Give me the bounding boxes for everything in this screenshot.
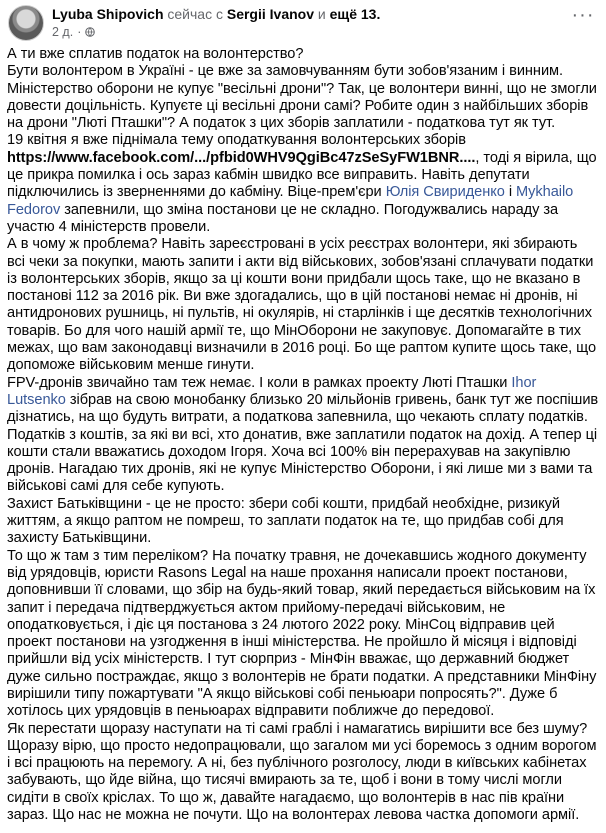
post-meta: 2 д. · [52, 25, 95, 39]
post-paragraph: А ти вже сплатив податок на волонтерство? [7, 46, 304, 62]
post-paragraph [7, 132, 599, 236]
tagged-person[interactable]: Sergii Ivanov [226, 6, 315, 22]
text: запевнили, що зміна постанови це не складно. Погодужвались нараду за участю 4 міністерств провели. [7, 201, 559, 235]
text: зібрав на свою монобанку близько 20 мільйонів гривень, банк тут же поспішив дізнатись, на що будуть витрати, а податкова запевнила, що чекають сплату податків. Податків з коштів, за які ви всі, хто донатив, вже заплатили податок на дохід. А тепер ці кошти стали вважатись доходом Ігоря. Хоча всі 100% він перерахував на закупівлю дронів. Нагадаю тих дронів, які не купує Міністерство Оборони, і які лише ми з вами та військові самі для себе купують. [7, 391, 599, 495]
more-options-icon[interactable]: ··· [571, 4, 595, 26]
post-paragraph: То що ж там з тим переліком? На початку травня, не дочекавшись жодного документу від урядовців, юристи Rasons Legal на наше прохання написали проект постанови, доповнивши її словами, що збір на будь-який товар, який передається військовим на їх запит і передача підтверджується актом прийому-передачі військовим, не оподатковується, і діє ця постанова з 24 лютого 2022 року. МінСоц відправив цей проект постанови на узгодження в інші міністерства. Не пройшло й місяця і відповіді прийшли від усіх міністерств. І тут сюрприз - МінФін вважає, що державний бюджет дуже сильно постраждає, якщо з волонтерів не брати податки. А представники МінФіну вирішили типу пожартувати "А якщо військові собі пеньюари попросять?". Дуже б хотілось цих урядовців в пеньюарах відправити поближче до передової. [7, 547, 597, 720]
mention-mykhailo-fedorov[interactable]: Mykhailo Fedorov [7, 184, 574, 218]
facebook-link[interactable]: https://www.facebook.com/.../pfbid0WHV9QgiBc47zSeSyFW1BNR.... [7, 149, 476, 166]
avatar[interactable] [8, 5, 44, 41]
text: 19 квітня я вже піднімала тему оподаткування волонтерських зборів [7, 132, 466, 149]
and-text: и [317, 6, 326, 22]
with-text: сейчас с [167, 6, 223, 22]
mention-yulia-svyrydenko[interactable]: Юлія Свириденко [385, 184, 505, 201]
post-paragraph: Бути волонтером в Україні - це вже за замовчуванням бути зобов'язаним і винним. Міністерство оборони не купує "весільні дрони"? Так, це волонтери винні, що не змогли довести доцільність. Купуєте ці весільні дрони самі? Робите один з найбільших зборів на дрони "Люті Пташки"? А податок з цих зборів заплатили - податкова тут як тут. [7, 63, 597, 132]
author-name[interactable]: Lyuba Shipovich [52, 6, 164, 22]
globe-icon [85, 27, 95, 37]
post-paragraph: Як перестати щоразу наступати на ті самі граблі і намагатись вирішити все без шуму? Щоразу вірю, що просто недопрацювали, що загалом ми усі боремось з одним ворогом і всі працюють на перемогу. А ні, без публічного розголосу, люди в київських кабінетах забувають, що йде війна, що тисячі вмирають за те, щоб і вони в тому числі могли сидіти в своїх кріслах. То що ж, давайте нагадаємо, що волонтерів в нас пів країни зараз. Що нас не можна не почути. Що на волонтерах левова частка допомоги армії. [7, 720, 597, 824]
post-body [0, 44, 606, 824]
post-header [0, 0, 606, 44]
text: FPV-дронів звичайно там теж немає. І коли в рамках проекту Люті Пташки [7, 374, 508, 391]
text: і [508, 184, 513, 201]
more-tagged-link[interactable]: ещё 13. [329, 6, 381, 22]
post-paragraph [7, 375, 599, 496]
post-paragraph: Захист Батьківщини - це не просто: збери собі кошти, придбай необхідне, ризикуй життям, а якщо раптом не помреш, то заплати податок на те, що придбав собі для захисту Батьківщини. [7, 495, 564, 547]
text: , тоді я вірила, що це прикра помилка і ось зараз кабмін швидко все виправить. Навіть депутати підключились із зверненнями до кабміну. Віце-прем'єри [7, 149, 597, 201]
post-author-line [52, 5, 380, 23]
post-paragraph: А в чому ж проблема? Навіть зареєстровані в усіх реєстрах волонтери, які збирають всі чеки за покупки, мають запити і акти від військових, зобов'язані сплачувати податки із волонтерських зборів, якщо за ці кошти вони придбали щось таке, що не вказано в постанові 112 за 2016 рік. Ви вже здогадались, що в цій постанові немає ні дронів, ні антидронових рушниць, ні пультів, ні окулярів, ні старлінків і ще десятків технологічних товарів. Бо для чого нашій армії те, що МінОборони не закуповує. Допомагайте в тих межах, що вам законодавці визначили в 2016 році. Бо ще раптом купите щось таке, що допоможе військовим менше гинути. [7, 236, 597, 374]
mention-ihor-lutsenko[interactable]: Ihor Lutsenko [7, 374, 537, 408]
post-time[interactable]: 2 д. [52, 25, 74, 39]
